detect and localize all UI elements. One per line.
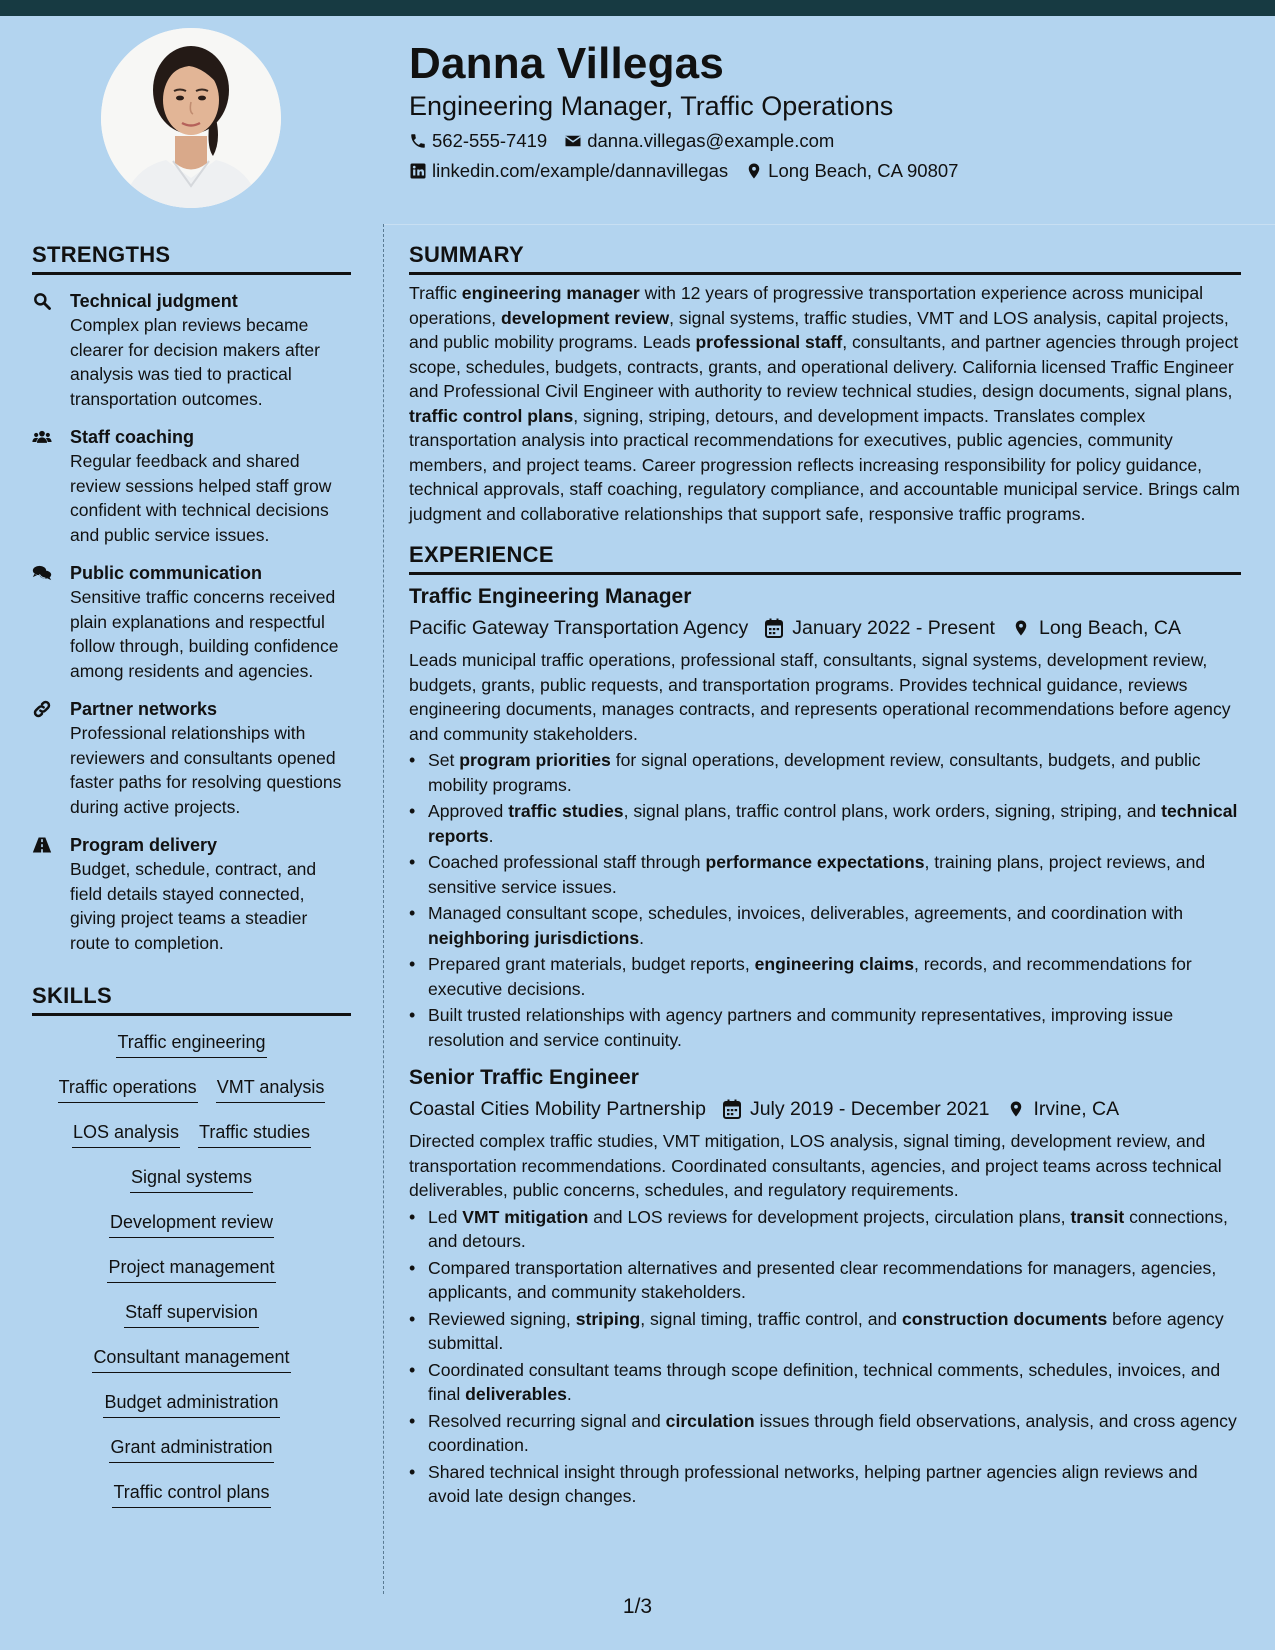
phone-number: 562-555-7419 [432, 129, 548, 151]
text-segment: Built trusted relationships with agency partners and community representatives, improving issue resolution and service continuity. [428, 1005, 1174, 1050]
contact-row-2 [409, 159, 975, 183]
text-segment: Reviewed signing, [428, 1308, 576, 1329]
job-entry [409, 583, 1241, 1052]
job-location: Long Beach, CA [1038, 617, 1181, 639]
map-marker-icon [1012, 618, 1030, 638]
skills-heading: SKILLS [32, 983, 113, 1008]
bullet-item [409, 1358, 1241, 1407]
text-segment: , signing, striping, detours, and development impacts. Translates complex transportation analysis into practical recommendations for executives, public agencies, community members, and project teams. Career progression reflects increasing responsibility for policy guidance, technical approvals, staff coaching, regulatory compliance, and accountable municipal service. Brings calm judgment and collaborative relationships that support safe, responsive traffic programs. [409, 405, 1240, 524]
text-segment: Led [428, 1206, 463, 1227]
bold-phrase: professional staff [695, 332, 843, 352]
skill-tag: Traffic studies [198, 1120, 311, 1148]
linkedin-contact[interactable] [409, 160, 728, 182]
email-address[interactable]: danna.villegas@example.com [587, 129, 835, 151]
skill-row [32, 1345, 351, 1390]
text-segment: Traffic [409, 283, 462, 303]
strength-item [32, 289, 351, 411]
strength-title: Partner networks [70, 699, 218, 719]
resume-header [409, 40, 975, 183]
text-segment: , consultants, and partner agencies through project scope, schedules, budgets, contracts, grants, and operational delivery. California licensed Traffic Engineer and Professional Civil Engineer with authority to review technical studies, design documents, signal plans, [409, 332, 1239, 401]
phone-contact [409, 130, 547, 152]
text-segment: , signal timing, traffic control, and [640, 1308, 902, 1329]
strength-text: Sensitive traffic concerns received plain explanations and respectful follow through, building confidence among residents and agencies. [70, 587, 339, 681]
skill-tag: Traffic operations [58, 1075, 198, 1103]
bullet-item [409, 748, 1241, 797]
skill-row [32, 1390, 351, 1435]
job-bullets [409, 748, 1241, 1052]
bold-phrase: performance expectations [705, 852, 925, 872]
text-segment: Compared transportation alternatives and presented clear recommendations for managers, agencies, applicants, and community stakeholders. [428, 1257, 1217, 1302]
bullet-item [409, 901, 1241, 950]
bold-phrase: development review [500, 307, 670, 328]
column-divider [383, 224, 384, 1594]
email-contact[interactable] [564, 130, 834, 152]
skill-tag: Staff supervision [124, 1300, 259, 1328]
company-name: Pacific Gateway Transportation Agency [409, 617, 749, 639]
bold-phrase: engineering manager [461, 283, 640, 303]
strength-item [32, 425, 351, 547]
skill-tag: Grant administration [109, 1435, 273, 1463]
users-icon [32, 427, 52, 447]
strength-item [32, 697, 351, 819]
skill-row [32, 1075, 351, 1120]
bullet-item [409, 1307, 1241, 1356]
skill-tag: Development review [109, 1210, 274, 1238]
text-segment: issues through field observations, analysis, and cross agency coordination. [428, 1410, 1237, 1455]
text-segment: . [639, 927, 645, 948]
header-divider [384, 224, 1275, 225]
text-segment: . [566, 1384, 572, 1404]
strengths-rule [32, 272, 351, 275]
strength-text: Professional relationships with reviewers and consultants opened faster paths for resolving questions during active projects. [70, 723, 342, 817]
skill-row [32, 1300, 351, 1345]
bullet-item [409, 850, 1241, 899]
linkedin-url[interactable]: linkedin.com/example/dannavillegas [432, 159, 729, 181]
strength-text: Budget, schedule, contract, and field details stayed connected, giving project teams a steadier route to completion. [70, 859, 317, 953]
strength-text: Regular feedback and shared review sessions helped staff grow confident with technical decisions and public service issues. [70, 451, 332, 545]
calendar-icon [765, 618, 783, 638]
skill-row [32, 1210, 351, 1255]
candidate-title: Engineering Manager, Traffic Operations [409, 91, 894, 122]
bold-phrase: traffic studies [508, 801, 624, 821]
company-name: Coastal Cities Mobility Partnership [409, 1098, 706, 1120]
bold-phrase: striping [575, 1308, 641, 1329]
summary-rule [409, 272, 1241, 275]
location-text: Long Beach, CA 90807 [768, 159, 959, 181]
bold-phrase: circulation [665, 1410, 755, 1431]
bold-phrase: VMT mitigation [462, 1206, 589, 1227]
job-title: Traffic Engineering Manager [409, 585, 692, 608]
text-segment: Set [428, 750, 460, 770]
text-segment: . [488, 825, 494, 846]
contact-row-1 [409, 129, 975, 153]
page-number: 1/3 [622, 1595, 653, 1618]
bullet-item [409, 1409, 1241, 1458]
calendar-icon [723, 1099, 741, 1119]
bullet-item [409, 1003, 1241, 1052]
skill-tag: Consultant management [92, 1345, 290, 1373]
skill-tag: LOS analysis [72, 1120, 180, 1148]
road-icon [32, 835, 52, 855]
bullet-item [409, 1256, 1241, 1305]
phone-icon [409, 132, 427, 150]
right-column [409, 240, 1241, 1511]
bold-phrase: neighboring jurisdictions [428, 927, 640, 948]
job-bullets [409, 1205, 1241, 1509]
skill-row [32, 1480, 351, 1525]
skill-row [32, 1255, 351, 1300]
skill-tag: Project management [107, 1255, 275, 1283]
top-bar [0, 0, 1275, 16]
comments-icon [32, 563, 52, 583]
text-segment: Shared technical insight through professional networks, helping partner agencies align reviews and avoid late design changes. [428, 1461, 1198, 1506]
job-entry [409, 1064, 1241, 1509]
job-location: Irvine, CA [1033, 1098, 1120, 1120]
candidate-name: Danna Villegas [409, 39, 725, 88]
strength-item [32, 833, 351, 955]
text-segment: , signal plans, traffic control plans, work orders, signing, striping, and [623, 801, 1162, 821]
left-column [32, 240, 351, 1525]
summary-text [409, 281, 1241, 526]
bold-phrase: traffic control plans [409, 405, 574, 426]
bullet-item [409, 952, 1241, 1001]
bold-phrase: construction documents [901, 1308, 1108, 1329]
text-segment: for signal operations, development review, consultants, budgets, and public mobility programs. [428, 750, 1201, 795]
bold-phrase: transit [1070, 1206, 1125, 1227]
experience-rule [409, 572, 1241, 575]
bold-phrase: deliverables [465, 1384, 567, 1404]
skill-tag: Signal systems [130, 1165, 253, 1193]
text-segment: before agency submittal. [428, 1308, 1224, 1353]
location-contact [745, 160, 958, 182]
summary-heading: SUMMARY [409, 242, 524, 267]
skill-row [32, 1030, 351, 1075]
bold-phrase: program priorities [459, 750, 611, 770]
skill-tag: Budget administration [103, 1390, 279, 1418]
skill-tag: Traffic engineering [116, 1030, 266, 1058]
strength-title: Staff coaching [70, 427, 195, 447]
experience-heading: EXPERIENCE [409, 542, 554, 567]
text-segment: connections, and detours. [428, 1206, 1228, 1251]
envelope-icon [564, 132, 582, 150]
skill-row [32, 1165, 351, 1210]
text-segment: and LOS reviews for development projects, circulation plans, [588, 1206, 1071, 1227]
map-marker-icon [1007, 1099, 1025, 1119]
text-segment: Coordinated consultant teams through scope definition, technical comments, schedules, invoices, and final [428, 1359, 1221, 1404]
skill-row [32, 1435, 351, 1480]
map-marker-icon [745, 162, 763, 180]
strength-title: Technical judgment [70, 291, 238, 311]
text-segment: , training plans, project reviews, and sensitive service issues. [428, 852, 1206, 897]
strengths-heading: STRENGTHS [32, 242, 171, 267]
skill-tag: VMT analysis [216, 1075, 326, 1103]
bold-phrase: engineering claims [754, 954, 915, 974]
text-segment: Resolved recurring signal and [428, 1410, 666, 1431]
profile-photo [101, 28, 281, 208]
bullet-item [409, 1460, 1241, 1509]
job-dates: July 2019 - December 2021 [749, 1098, 990, 1120]
strength-text: Complex plan reviews became clearer for decision makers after analysis was tied to practical transportation outcomes. [70, 315, 320, 409]
search-icon [32, 291, 52, 311]
strength-item [32, 561, 351, 683]
text-segment: Coached professional staff through [428, 852, 706, 872]
text-segment: , records, and recommendations for executive decisions. [428, 954, 1192, 999]
linkedin-icon [409, 162, 427, 180]
text-segment: Prepared grant materials, budget reports, [428, 954, 755, 974]
job-dates: January 2022 - Present [792, 617, 995, 639]
link-icon [32, 699, 52, 719]
skill-tag: Traffic control plans [112, 1480, 270, 1508]
strength-title: Public communication [70, 563, 263, 583]
job-title: Senior Traffic Engineer [409, 1066, 639, 1089]
skills-list [32, 1030, 351, 1525]
job-meta [409, 1095, 1241, 1123]
text-segment: Managed consultant scope, schedules, invoices, deliverables, agreements, and coordination with [428, 903, 1184, 923]
job-meta [409, 614, 1241, 642]
text-segment: Approved [428, 801, 509, 821]
job-description: Leads municipal traffic operations, professional staff, consultants, signal systems, development review, budgets, grants, public requests, and transportation programs. Provides technical guidance, reviews engineering documents, manages contracts, and represents operational recommendations before agency and community stakeholders. [409, 650, 1231, 744]
job-description: Directed complex traffic studies, VMT mitigation, LOS analysis, signal timing, development review, and transportation recommendations. Coordinated consultants, agencies, and project teams across technical deliverables, public concerns, schedules, and regulatory requirements. [409, 1131, 1222, 1200]
bullet-item [409, 799, 1241, 848]
skill-row [32, 1120, 351, 1165]
bullet-item [409, 1205, 1241, 1254]
text-segment: with 12 years of progressive transportation experience across municipal operations, [409, 283, 1204, 328]
text-segment: , signal systems, traffic studies, VMT and LOS analysis, capital projects, and public mobility programs. Leads [409, 307, 1229, 352]
skills-rule [32, 1013, 351, 1016]
strength-title: Program delivery [70, 835, 218, 855]
bold-phrase: technical reports [428, 801, 1238, 846]
